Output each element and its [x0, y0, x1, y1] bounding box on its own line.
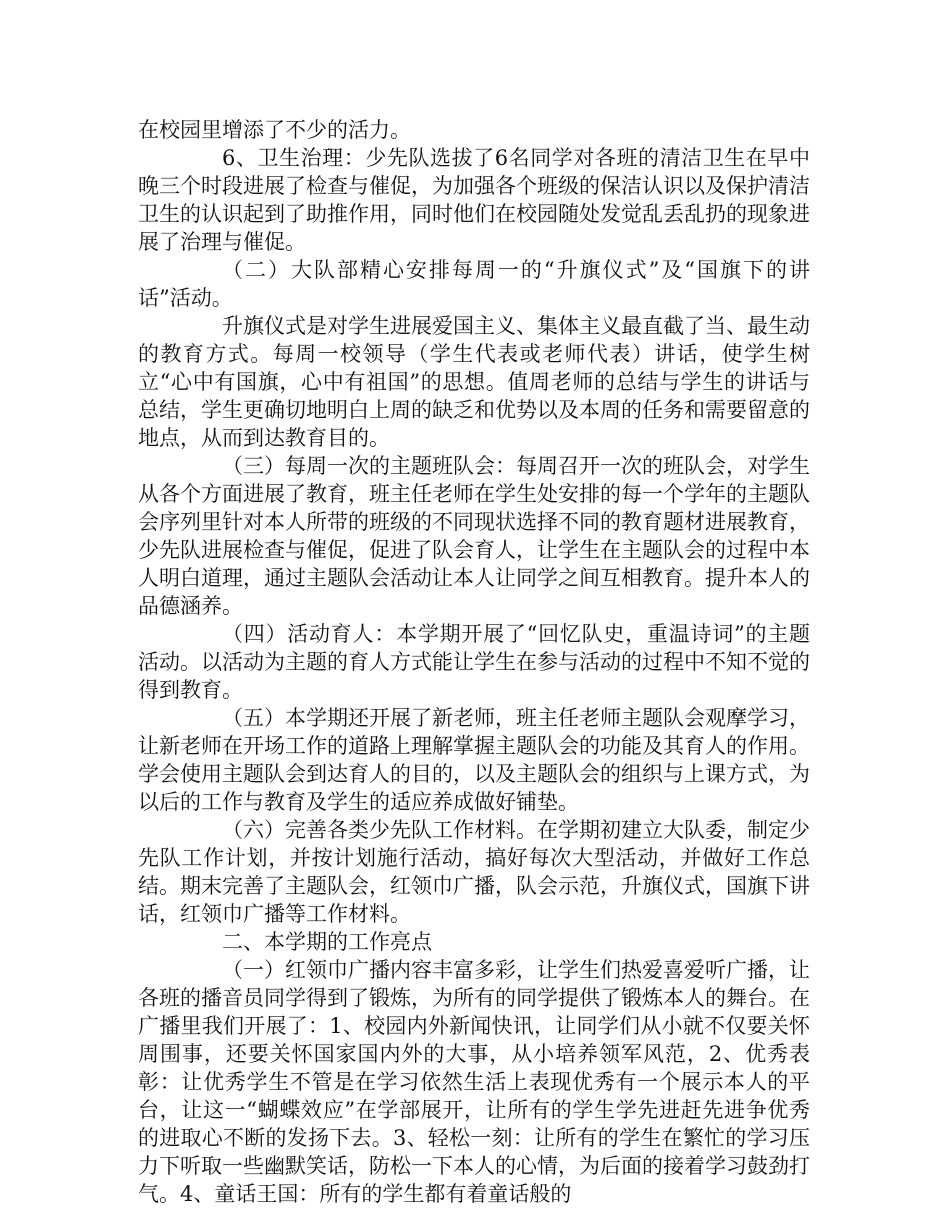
paragraph-flag-ceremony-body: 升旗仪式是对学生进展爱国主义、集体主义最直截了当、最生动的教育方式。每周一校领导（学生代表或老师代表）讲话，使学生树立“心中有国旗，心中有祖国”的思想。值周老师的总结与学生的讲话与总结，学生更确切地明白上周的缺乏和优势以及本周的任务和需要留意的地点，从而到达教育目的。	[138, 314, 810, 450]
section-heading-highlights: 二、本学期的工作亮点	[222, 930, 432, 954]
paragraph-radio-broadcast: （一）红领巾广播内容丰富多彩，让学生们热爱喜爱听广播，让各班的播音员同学得到了锻炼，为所有的同学提供了锻炼本人的舞台。在广播里我们开展了：1、校园内外新闻快讯，让同学们从小就不仅要关怀周围事，还要关怀国家国内外的大事，从小培养领军风范，2、优秀表彰：让优秀学生不管是在学习依然生活上表现优秀有一个展示本人的平台，让这一“蝴蝶效应”在学部展开，让所有的学生学先进赶先进争优秀的进取心不断的发扬下去。3、轻松一刻：让所有的学生在繁忙的学习压力下听取一些幽默笑话，防松一下本人的心情，为后面的接着学习鼓劲打气。4、童话王国：所有的学生都有着童话般的	[138, 958, 810, 1206]
paragraph-new-teacher-training: （五）本学期还开展了新老师，班主任老师主题队会观摩学习，让新老师在开场工作的道路上理解掌握主题队会的功能及其育人的作用。学会使用主题队会到达育人的目的，以及主题队会的组织与上课方式，为以后的工作与教育及学生的适应养成做好铺垫。	[138, 706, 810, 814]
paragraph-activity-education: （四）活动育人：本学期开展了“回忆队史，重温诗词”的主题活动。以活动为主题的育人方式能让学生在参与活动的过程中不知不觉的得到教育。	[138, 622, 810, 702]
paragraph-hygiene-management: 6、卫生治理：少先队选拔了6名同学对各班的清洁卫生在早中晚三个时段进展了检查与催促，为加强各个班级的保洁认识以及保护清洁卫生的认识起到了助推作用，同时他们在校园随处发觉乱丢乱扔的现象进展了治理与催促。	[138, 146, 810, 254]
paragraph-flag-ceremony-heading: （二）大队部精心安排每周一的“升旗仪式”及“国旗下的讲话”活动。	[138, 258, 810, 310]
paragraph-continuation: 在校园里增添了不少的活力。	[138, 118, 411, 142]
document-body	[138, 116, 810, 1208]
paragraph-class-meeting: （三）每周一次的主题班队会：每周召开一次的班队会，对学生从各个方面进展了教育，班主任老师在学生处安排的每一个学年的主题队会序列里针对本人所带的班级的不同现状选择不同的教育题材进展教育，少先队进展检查与催促，促进了队会育人，让学生在主题队会的过程中本人明白道理，通过主题队会活动让本人让同学之间互相教育。提升本人的品德涵养。	[138, 454, 810, 618]
paragraph-work-materials: （六）完善各类少先队工作材料。在学期初建立大队委，制定少先队工作计划，并按计划施行活动，搞好每次大型活动，并做好工作总结。期末完善了主题队会，红领巾广播，队会示范，升旗仪式，国旗下讲话，红领巾广播等工作材料。	[138, 818, 810, 926]
